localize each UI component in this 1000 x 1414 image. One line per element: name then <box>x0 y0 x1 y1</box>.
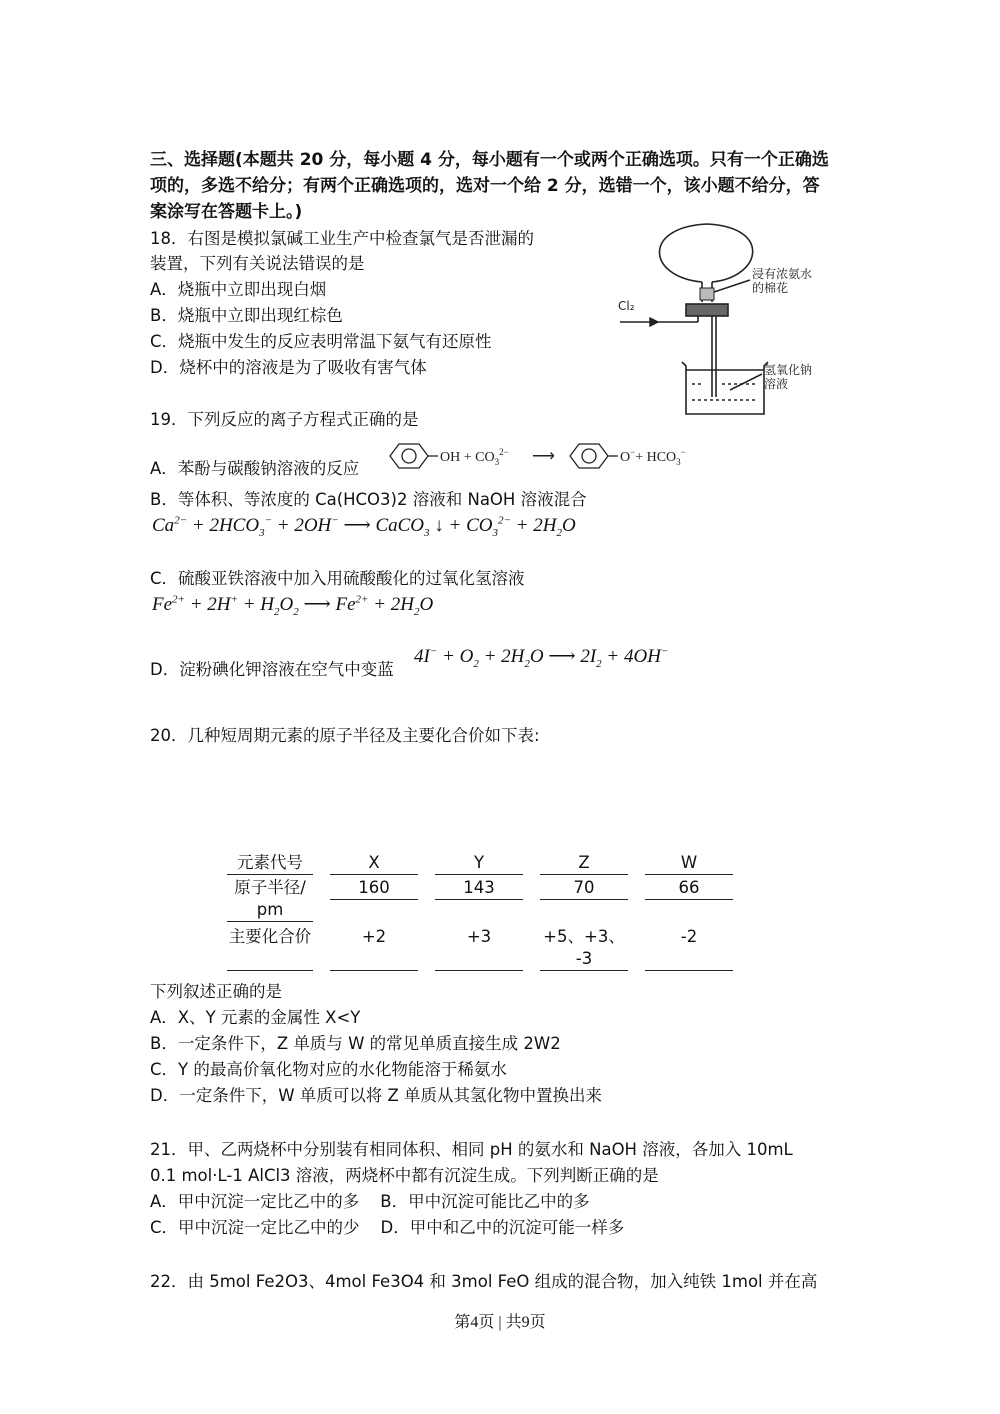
benzene-ring-right <box>570 444 608 468</box>
table-row-valence <box>227 922 733 971</box>
label-naoh-2: 溶液 <box>764 377 789 391</box>
q20-option-c: C．Y 的最高价氧化物对应的水化物能溶于稀氨水 <box>150 1060 507 1079</box>
radius-w: 66 <box>645 877 733 900</box>
label-cotton-1: 浸有浓氨水 <box>752 267 813 281</box>
q19-option-b: B．等体积、等浓度的 Ca(HCO3)2 溶液和 NaOH 溶液混合 <box>150 490 587 509</box>
q20-lead: 下列叙述正确的是 <box>150 982 282 1001</box>
q19-stem: 19．下列反应的离子方程式正确的是 <box>150 410 419 429</box>
label-cl2: Cl₂ <box>618 299 635 313</box>
q20-stem: 20．几种短周期元素的原子半径及主要化合价如下表: <box>150 726 540 745</box>
q21-stem-2: 0.1 mol·L-1 AlCl3 溶液，两烧杯中都有沉淀生成。下列判断正确的是 <box>150 1166 659 1185</box>
q20-option-d: D．一定条件下，W 单质可以将 Z 单质从其氢化物中置换出来 <box>150 1086 603 1105</box>
q20-option-b: B．一定条件下，Z 单质与 W 的常见单质直接生成 2W2 <box>150 1034 561 1053</box>
page-footer: 第4页 | 共9页 <box>454 1314 546 1331</box>
valence-z-2: -3 <box>540 948 628 971</box>
label-cotton-2: 的棉花 <box>752 281 789 295</box>
q19-c-equation: $Fe^{2+} + 2H^+ + H_2O_2$ ⟶ $Fe^{2+} + 2H_2O$ <box>152 593 434 618</box>
q19-option-c: C．硫酸亚铁溶液中加入用硫酸酸化的过氧化氢溶液 <box>150 569 525 588</box>
q18-stem-2: 装置，下列有关说法错误的是 <box>150 254 365 273</box>
q19-option-a: A．苯酚与碳酸钠溶液的反应 <box>150 459 360 478</box>
header-y: Y <box>435 850 523 875</box>
q19-d-equation: $4I^- + O_2 + 2H_2O$ ⟶ $2I_2 + 4OH^-$ <box>414 645 669 670</box>
section-heading-line-1: 三、选择题(本题共 20 分，每小题 4 分，每小题有一个或两个正确选项。只有一个正确选 <box>150 150 829 170</box>
section-heading-line-2: 项的，多选不给分；有两个正确选项的，选对一个给 2 分，选错一个，该小题不给分，答 <box>150 176 820 196</box>
svg-text:OH + CO32−: OH + $CO_3^{2-}$ <box>440 447 509 467</box>
q18-stem-1: 18．右图是模拟氯碱工业生产中检查氯气是否泄漏的 <box>150 229 534 248</box>
svg-text:O−+ HCO3−: $O^-+ HCO_3^-$ <box>620 447 686 467</box>
q21-options-ab: A．甲中沉淀一定比乙中的多 B．甲中沉淀可能比乙中的多 <box>150 1192 590 1211</box>
valence-label: 主要化合价 <box>227 922 313 971</box>
radius-z: 70 <box>540 877 628 900</box>
q18-option-c: C．烧瓶中发生的反应表明常温下氨气有还原性 <box>150 332 492 351</box>
valence-z-1: +5、+3、 <box>543 927 625 946</box>
q18-option-a: A．烧瓶中立即出现白烟 <box>150 280 327 299</box>
radius-y: 143 <box>435 877 523 900</box>
flask-bulb <box>660 224 753 282</box>
apparatus-figure <box>612 222 852 422</box>
stopper <box>686 304 728 316</box>
radius-label-1: 原子半径/ <box>234 878 306 897</box>
q19-a-equation <box>382 438 722 474</box>
section-heading-line-3: 案涂写在答题卡上。) <box>150 202 303 222</box>
q21-stem-1: 21．甲、乙两烧杯中分别装有相同体积、相同 pH 的氨水和 NaOH 溶液，各加入 10mL <box>150 1140 793 1159</box>
q22-stem: 22．由 5mol Fe2O3、4mol Fe3O4 和 3mol FeO 组成的混合物，加入纯铁 1mol 并在高 <box>150 1272 818 1291</box>
q18-option-b: B．烧瓶中立即出现红棕色 <box>150 306 343 325</box>
benzene-ring-left <box>390 444 428 468</box>
eq-oh-co3: OH + CO <box>440 450 495 465</box>
q21-options-cd: C．甲中沉淀一定比乙中的少 D．甲中和乙中的沉淀可能一样多 <box>150 1218 625 1237</box>
label-naoh-1: 氢氧化钠 <box>764 363 813 377</box>
header-code: 元素代号 <box>227 850 313 875</box>
valence-w: -2 <box>645 922 733 971</box>
table-row-radius <box>227 875 733 922</box>
header-x: X <box>330 850 418 875</box>
q19-option-d: D．淀粉碘化钾溶液在空气中变蓝 <box>150 660 394 679</box>
header-z: Z <box>540 850 628 875</box>
element-table <box>210 850 750 971</box>
radius-label-2: pm <box>256 900 284 919</box>
q19-b-equation: $Ca^{2-} + 2HCO_3^- + 2OH^-$ ⟶ CaCO$_3$ ↓ + $CO_3^{2-} + 2H_2O$ <box>152 514 576 539</box>
header-w: W <box>645 850 733 875</box>
q20-option-a: A．X、Y 元素的金属性 X<Y <box>150 1008 361 1027</box>
table-row-header <box>227 850 733 875</box>
eq-arrow: ⟶ <box>532 448 555 465</box>
cotton-plug <box>700 288 714 300</box>
valence-x: +2 <box>330 922 418 971</box>
valence-y: +3 <box>435 922 523 971</box>
q18-option-d: D．烧杯中的溶液是为了吸收有害气体 <box>150 358 427 377</box>
radius-x: 160 <box>330 877 418 900</box>
